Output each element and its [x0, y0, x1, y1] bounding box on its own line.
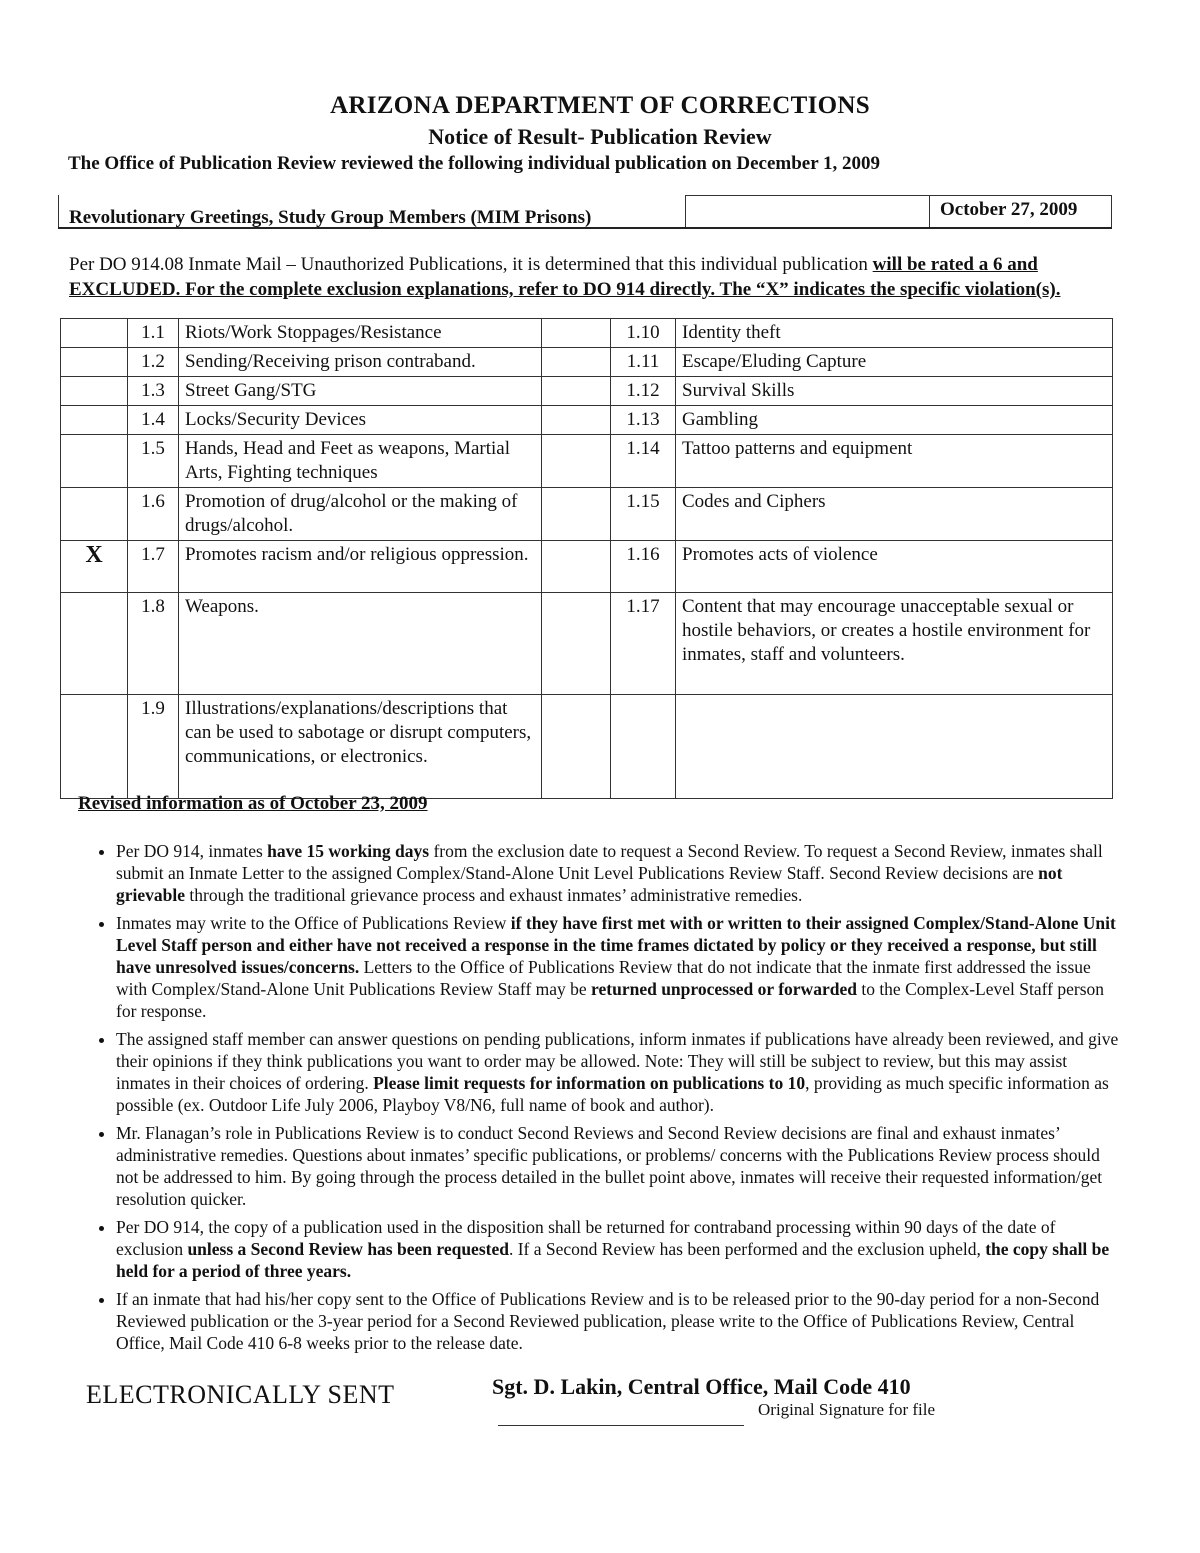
note-text: Inmates may write to the Office of Publications Review: [116, 913, 511, 933]
publication-date: October 27, 2009: [929, 195, 1112, 227]
violation-number: 1.6: [128, 488, 179, 541]
violation-mark-right: [542, 377, 611, 406]
review-line: The Office of Publication Review reviewed the following individual publication on December 1, 2009: [68, 153, 881, 174]
violation-number-right: 1.12: [611, 377, 676, 406]
signature-line: [498, 1425, 744, 1426]
determination-text: Per DO 914.08 Inmate Mail – Unauthorized Publications, it is determined that this individual publication: [69, 254, 873, 275]
violation-mark-right: [542, 695, 611, 799]
notes-list: [72, 840, 1122, 1360]
violation-mark: [61, 488, 128, 541]
violation-mark-right: [542, 406, 611, 435]
note-emphasis: if they have first met with or written to their assigned Complex/Stand-Alone Unit Level Staff person and either have not received a response in the time frames dictated by policy or they received a response, but still have unresolved issues/concerns.: [116, 913, 1116, 977]
violation-description-right: Tattoo patterns and equipment: [676, 435, 1113, 488]
signer-name: Sgt. D. Lakin, Central Office, Mail Code 410: [492, 1374, 911, 1399]
note-text: through the traditional grievance process and exhaust inmates’ administrative remedies.: [185, 885, 803, 905]
table-row: [61, 377, 1113, 406]
note-emphasis: returned unprocessed or forwarded: [591, 979, 857, 999]
violation-mark: [61, 593, 128, 695]
notice-title: Notice of Result- Publication Review: [428, 124, 772, 149]
violation-description-right: Codes and Ciphers: [676, 488, 1113, 541]
electronically-sent-label: ELECTRONICALLY SENT: [86, 1380, 395, 1409]
table-row: [61, 695, 1113, 799]
violation-description-right: Content that may encourage unacceptable sexual or hostile behaviors, or creates a hostile environment for inmates, staff and volunteers.: [676, 593, 1113, 695]
table-row: [61, 593, 1113, 695]
violation-number: 1.2: [128, 348, 179, 377]
violation-number-right: 1.11: [611, 348, 676, 377]
note-text: Per DO 914, inmates: [116, 841, 268, 861]
violation-number: 1.1: [128, 319, 179, 348]
violation-mark: X: [61, 541, 128, 593]
violation-number: 1.4: [128, 406, 179, 435]
note-text: Mr. Flanagan’s role in Publications Review is to conduct Second Reviews and Second Review decisions are final and exhaust inmates’ administrative remedies. Questions about inmates’ specific publications, or problems/ concerns with the Publications Review process should not be addressed to him. By going through the process detailed in the bullet point above, inmates will receive their requested information/get resolution quicker.: [116, 1123, 1103, 1209]
table-row: [61, 541, 1113, 593]
note-text: If an inmate that had his/her copy sent to the Office of Publications Review and is to be released prior to the 90-day period for a non-Second Reviewed publication or the 3-year period for a Second Reviewed publication, please write to the Office of Publications Review, Central Office, Mail Code 410 6-8 weeks prior to the release date.: [116, 1289, 1100, 1353]
list-item: [116, 1122, 1122, 1210]
list-item: [116, 840, 1122, 906]
note-text: to the Complex-Level Staff person for response.: [116, 979, 1105, 1021]
publication-row: [58, 195, 1112, 229]
violation-description-right: Gambling: [676, 406, 1113, 435]
table-row: [61, 406, 1113, 435]
violation-number-right: [611, 695, 676, 799]
note-text: The assigned staff member can answer questions on pending publications, inform inmates if publications have already been reviewed, and give their opinions if they think publications you want to order may be allowed. Note: They will still be subject to review, but this may assist inmates in their choices of ordering.: [116, 1029, 1119, 1093]
list-item: [116, 1216, 1122, 1282]
revised-heading: Revised information as of October 23, 2009: [78, 793, 428, 814]
violation-mark-right: [542, 593, 611, 695]
violation-description-right: Identity theft: [676, 319, 1113, 348]
violation-description: Promotes racism and/or religious oppression.: [179, 541, 542, 593]
note-text: Letters to the Office of Publications Review that do not indicate that the inmate first addressed the issue with Complex/Stand-Alone Unit Publications Review Staff may be: [116, 957, 1091, 999]
table-row: [61, 488, 1113, 541]
list-item: [116, 1028, 1122, 1116]
violation-number-right: 1.10: [611, 319, 676, 348]
violation-mark-right: [542, 319, 611, 348]
note-emphasis: unless a Second Review has been requested: [187, 1239, 509, 1259]
violation-mark-right: [542, 435, 611, 488]
note-text: from the exclusion date to request a Second Review. To request a Second Review, inmates shall submit an Inmate Letter to the assigned Complex/Stand-Alone Unit Level Publications Review Staff. Second Review decisions are: [116, 841, 1103, 883]
violation-mark-right: [542, 348, 611, 377]
violation-number: 1.9: [128, 695, 179, 799]
violation-number-right: 1.14: [611, 435, 676, 488]
table-row: [61, 348, 1113, 377]
violation-mark: [61, 348, 128, 377]
signature-caption: Original Signature for file: [758, 1400, 936, 1419]
violation-mark: [61, 319, 128, 348]
violation-description: Weapons.: [179, 593, 542, 695]
violation-mark-right: [542, 541, 611, 593]
agency-title: ARIZONA DEPARTMENT OF CORRECTIONS: [330, 92, 870, 119]
violation-description: Sending/Receiving prison contraband.: [179, 348, 542, 377]
violation-number-right: 1.17: [611, 593, 676, 695]
violation-description: Hands, Head and Feet as weapons, Martial Arts, Fighting techniques: [179, 435, 542, 488]
violation-description: Riots/Work Stoppages/Resistance: [179, 319, 542, 348]
violation-description-right: Promotes acts of violence: [676, 541, 1113, 593]
violation-number-right: 1.16: [611, 541, 676, 593]
violation-number-right: 1.15: [611, 488, 676, 541]
table-row: [61, 435, 1113, 488]
table-row: [61, 319, 1113, 348]
note-text: Per DO 914, the copy of a publication used in the disposition shall be returned for contraband processing within 90 days of the date of exclusion: [116, 1217, 1056, 1259]
list-item: [116, 1288, 1122, 1354]
violation-mark: [61, 695, 128, 799]
violation-description: Illustrations/explanations/descriptions that can be used to sabotage or disrupt computers, communications, or electronics.: [179, 695, 542, 799]
violation-number: 1.5: [128, 435, 179, 488]
note-emphasis: have 15 working days: [267, 841, 430, 861]
note-text: . If a Second Review has been performed and the exclusion upheld,: [508, 1239, 986, 1259]
violation-description-right: [676, 695, 1113, 799]
violation-mark: [61, 377, 128, 406]
violation-mark: [61, 406, 128, 435]
violation-description: Locks/Security Devices: [179, 406, 542, 435]
note-text: , providing as much specific information as possible (ex. Outdoor Life July 2006, Playboy V8/N6, full name of book and author).: [116, 1073, 1109, 1115]
violation-description: Promotion of drug/alcohol or the making of drugs/alcohol.: [179, 488, 542, 541]
publication-blank-cell: [686, 195, 929, 227]
violation-number: 1.3: [128, 377, 179, 406]
violation-description-right: Escape/Eluding Capture: [676, 348, 1113, 377]
violation-description: Street Gang/STG: [179, 377, 542, 406]
publication-title: Revolutionary Greetings, Study Group Members (MIM Prisons): [58, 195, 686, 227]
violations-table: [60, 318, 1113, 799]
note-emphasis: Please limit requests for information on publications to 10: [373, 1073, 806, 1093]
determination-emphasis: will be rated a 6 and EXCLUDED. For the complete exclusion explanations, refer to DO 914 directly. The “X” indicates the specific violation(s).: [69, 254, 1061, 300]
violation-number: 1.8: [128, 593, 179, 695]
violation-mark: [61, 435, 128, 488]
violation-mark-right: [542, 488, 611, 541]
violation-number-right: 1.13: [611, 406, 676, 435]
note-emphasis: the copy shall be held for a period of three years.: [116, 1239, 1110, 1281]
violation-number: 1.7: [128, 541, 179, 593]
list-item: [116, 912, 1122, 1022]
violation-description-right: Survival Skills: [676, 377, 1113, 406]
determination-paragraph: [69, 252, 1119, 302]
note-emphasis: not grievable: [116, 863, 1063, 905]
